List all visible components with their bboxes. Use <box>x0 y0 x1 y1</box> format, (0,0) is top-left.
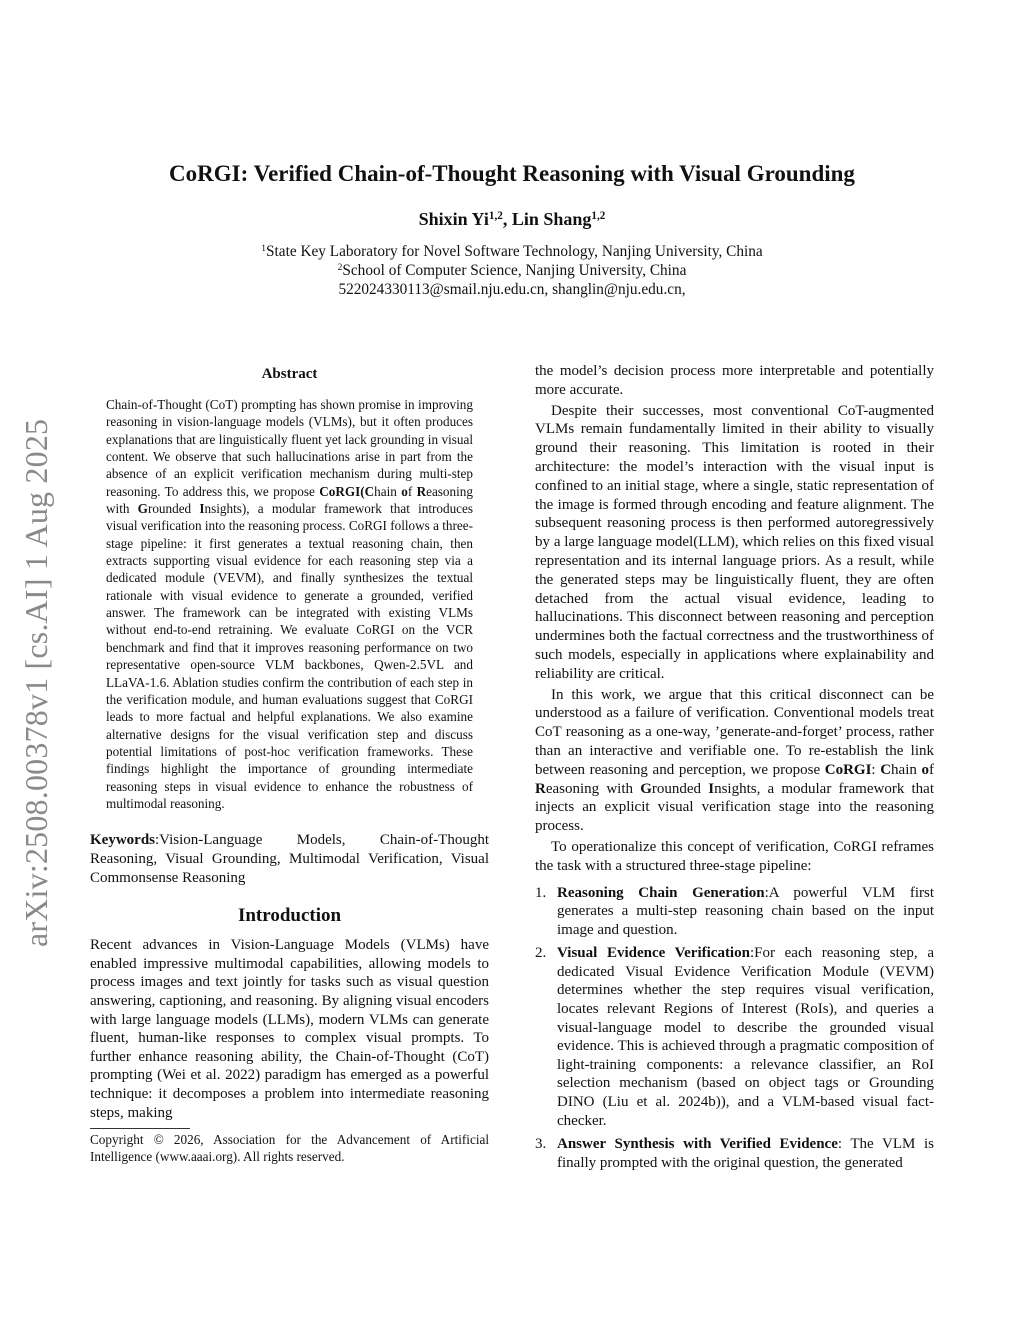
affiliation-text: State Key Laboratory for Novel Software Technology, Nanjing University, China <box>266 243 763 260</box>
abstract-run: hain <box>374 483 402 499</box>
right-column <box>535 362 934 1177</box>
author-affiliation-marker: 1,2 <box>488 209 503 222</box>
step-description: :A powerful VLM first generates a multi-step reasoning chain based on the input image and question. <box>557 884 934 938</box>
affiliation-marker: 2 <box>337 262 343 273</box>
author-name: Lin Shang <box>511 209 592 229</box>
keywords <box>90 831 489 888</box>
introduction-heading: Introduction <box>237 905 342 927</box>
affiliation-line <box>90 261 934 280</box>
keywords-label: Keywords <box>90 832 155 849</box>
acronym-bold: G <box>640 780 652 797</box>
body-paragraph: the model’s decision process more interpretable and potentially more accurate. <box>535 363 934 398</box>
body-paragraph: To operationalize this concept of verification, CoRGI reframes the task with a structured three-stage pipeline: <box>535 838 934 874</box>
left-column <box>90 362 489 1165</box>
copyright-footnote: Copyright © 2026, Association for the Advancement of Artificial Intelligence (www.aaai.org). All rights reserved. <box>90 1132 489 1164</box>
step-number: 1. <box>535 884 547 901</box>
step-title: Answer Synthesis with Verified Evidence <box>557 1136 838 1153</box>
step-number: 3. <box>535 1136 547 1153</box>
pipeline-step <box>535 884 934 940</box>
abstract-run: easoning with <box>106 483 473 517</box>
paragraph-run: rounded <box>651 780 709 797</box>
abstract-run: nsights), a modular framework that introduces visual verification into the reasoning process. CoRGI follows a three-stage pipeline: it first generates a textual reasoning chain, then extracts supporting visual evidence for each reasoning step via a dedicated module (VEVM), and finally synthesizes the textual rationale with visual evidence to generate a grounded, verified answer. The framework can be integrated with existing VLMs without end-to-end retraining. We evaluate CoRGI on the VCR benchmark and find that it improves reasoning performance on two representative open-source VLM backbones, Qwen-2.5VL and LLaVA-1.6. Ablation studies confirm the contribution of each step in the verification module, and human evaluations suggest that CoRGI leads to more factual and helpful explanations. We also examine alternative designs for the visual verification step and discuss potential limitations of post-hoc verification frameworks. These findings highlight the importance of grounding intermediate reasoning steps in visual evidence to enhance the robustness of multimodal reasoning. <box>106 501 474 811</box>
introduction-paragraph: Recent advances in Vision-Language Models (VLMs) have enabled impressive multimodal capabilities, allowing models to process images and text jointly for tasks such as visual question answering, captioning, and reasoning. By aligning visual encoders with large language models (LLMs), modern VLMs can generate fluent, human-like responses to complex visual prompts. To further enhance reasoning ability, the Chain-of-Thought (CoT) prompting (Wei et al. 2022) paradigm has emerged as a powerful technique: it decomposes a problem into intermediate reasoning steps, making <box>90 937 489 1121</box>
author-affiliation-marker: 1,2 <box>591 209 606 222</box>
keywords-text: :Vision-Language Models, Chain-of-Thought Reasoning, Visual Grounding, Multimodal Verification, Visual Commonsense Reasoning <box>90 832 489 887</box>
affiliations <box>90 242 934 299</box>
abstract-acronym-bold: G <box>137 501 148 517</box>
step-number: 2. <box>535 945 547 962</box>
abstract-text <box>106 396 473 812</box>
author-emails: 522024330113@smail.nju.edu.cn, shanglin@nju.edu.cn, <box>338 281 686 298</box>
abstract-heading: Abstract <box>261 366 318 382</box>
author-list <box>90 206 934 232</box>
arxiv-identifier: arXiv:2508.00378v1 [cs.AI] 1 Aug 2025 <box>18 418 54 947</box>
abstract-acronym-bold: R <box>416 483 427 499</box>
pipeline-step <box>535 1135 934 1172</box>
acronym-bold: C <box>880 761 892 778</box>
step-title: Reasoning Chain Generation <box>557 884 765 901</box>
author-name: Shixin Yi <box>418 209 489 229</box>
author-separator: , <box>502 209 512 229</box>
affiliation-marker: 1 <box>261 243 267 254</box>
footnote-divider <box>90 1128 190 1129</box>
acronym-bold: o <box>921 761 929 778</box>
paragraph-run: f <box>929 761 934 778</box>
paragraph-run: hain <box>891 761 922 778</box>
pipeline-steps-list <box>535 884 934 1173</box>
paragraph-run: : <box>871 761 881 778</box>
pipeline-step <box>535 944 934 1130</box>
abstract-run: Chain-of-Thought (CoT) prompting has shown promise in improving reasoning in vision-language models (VLMs), but it often produces explanations that are linguistically fluent yet lack grounding in visual content. We observe that such hallucinations arise in part from the absence of an explicit verification mechanism during multi-step reasoning. To address this, we propose <box>106 397 473 499</box>
abstract-run: f <box>407 483 417 499</box>
abstract-acronym-bold: I <box>199 501 205 517</box>
acronym-bold: I <box>708 780 715 797</box>
paper-title: CoRGI: Verified Chain-of-Thought Reasoning with Visual Grounding <box>169 161 855 186</box>
body-paragraph: Despite their successes, most conventional CoT-augmented VLMs remain fundamentally limited in their ability to visually ground their reasoning. This limitation is rooted in their architecture: the model’s interaction with the visual input is confined to an initial stage, where a single, static representation of the image is formed through encoding and feature alignment. The subsequent reasoning process is then performed autoregressively by a large language model(LLM), which relies on this fixed visual representation and its internal language priors. As a result, while the generated steps may be linguistically fluent, they are often detached from the actual visual evidence, leading to hallucinations. This disconnect between reasoning and perception undermines both the factual correctness and the trustworthiness of such models, especially in applications where explainability and reliability are critical. <box>535 402 934 682</box>
affiliation-line <box>90 242 934 261</box>
step-description: : The VLM is finally prompted with the original question, the generated <box>557 1136 934 1171</box>
acronym-bold: CoRGI <box>824 761 872 778</box>
abstract-acronym-bold: CoRGI(C <box>319 483 375 499</box>
acronym-bold: R <box>535 780 546 797</box>
step-title: Visual Evidence Verification <box>557 945 750 962</box>
affiliation-text: School of Computer Science, Nanjing University, China <box>342 262 687 279</box>
paragraph-run: In this work, we argue that this critical disconnect can be understood as a failure of verification. Conventional models treat CoT reasoning as a one-way, ’generate-and-forget’ process, rather than an interactive and verifiable one. To re-establish the link between reasoning and perception, we propose <box>535 686 934 778</box>
paragraph-run: easoning with <box>545 780 641 797</box>
paragraph-run: nsights, a modular framework that injects an explicit visual verification stage into the reasoning process. <box>535 780 934 835</box>
abstract-run: rounded <box>147 501 200 517</box>
body-paragraph <box>535 686 934 836</box>
abstract-acronym-bold: o <box>401 483 408 499</box>
step-description: :For each reasoning step, a dedicated Visual Evidence Verification Module (VEVM) determines whether the step requires visual verification, locates relevant Regions of Interest (RoIs), and queries a visual-language model to describe the grounded visual evidence. This is achieved through a pragmatic composition of light-training components: a relevance classifier, an RoI selection mechanism (based on object tags or Grounding DINO (Liu et al. 2024b)), and a VLM-based visual fact-checker. <box>557 945 934 1129</box>
